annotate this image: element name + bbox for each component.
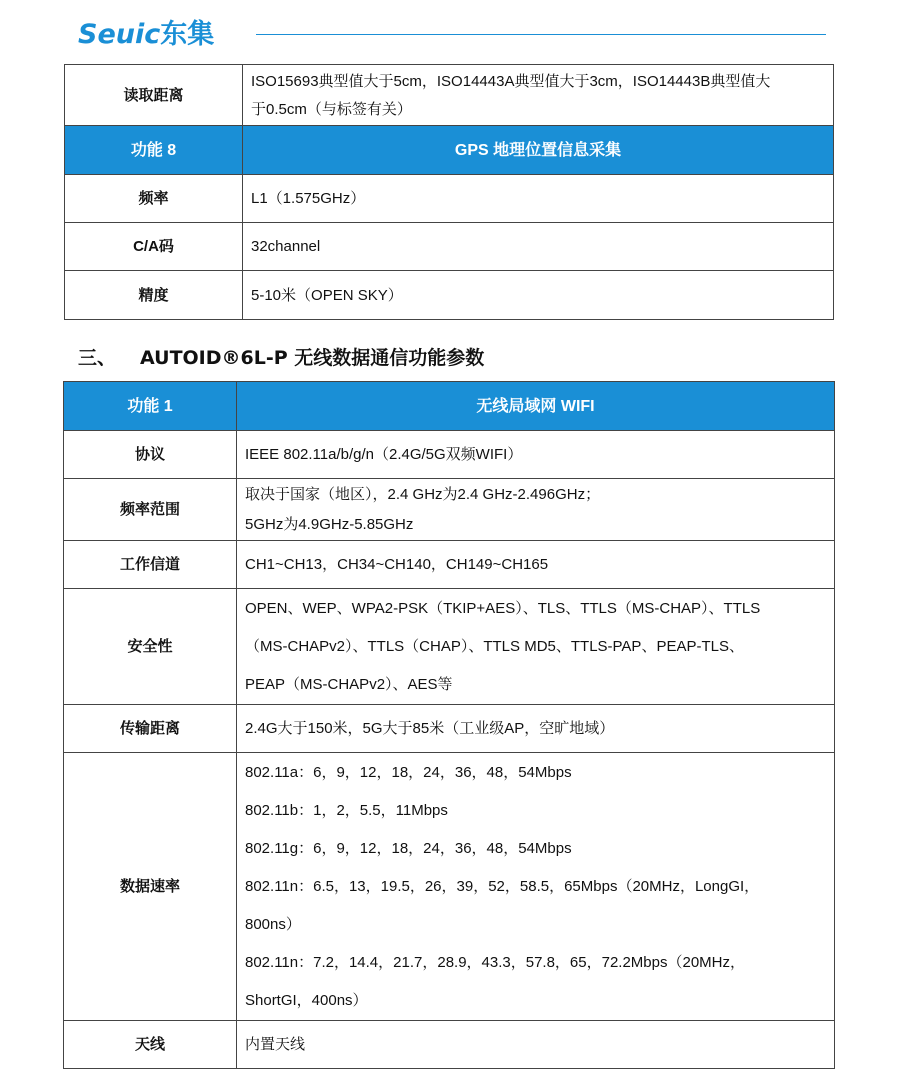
page-header: [0, 0, 897, 52]
function-title: GPS 地理位置信息采集: [243, 126, 834, 175]
header-rule: [256, 34, 826, 35]
table-row: [64, 541, 835, 589]
function-band-row: [65, 126, 834, 175]
row-label: 读取距离: [65, 65, 243, 126]
row-value: 5-10米（OPEN SKY）: [243, 271, 834, 320]
row-label: 工作信道: [64, 541, 237, 589]
table-row: [64, 589, 835, 705]
table-row: [65, 65, 834, 126]
row-value: 内置天线: [237, 1021, 835, 1069]
row-value: 32channel: [243, 223, 834, 271]
row-value: L1（1.575GHz）: [243, 175, 834, 223]
row-label: 天线: [64, 1021, 237, 1069]
row-label: 频率范围: [64, 479, 237, 541]
row-label: 传输距离: [64, 705, 237, 753]
table-row: [65, 175, 834, 223]
row-label: 安全性: [64, 589, 237, 705]
row-value: OPEN、WEP、WPA2-PSK（TKIP+AES）、TLS、TTLS（MS-CHAP）、TTLS （MS-CHAPv2）、TTLS（CHAP）、TTLS MD5、TTLS-PAP、PEAP-TLS、 PEAP（MS-CHAPv2）、AES等: [237, 589, 835, 705]
table-row: [64, 1021, 835, 1069]
row-label: 协议: [64, 431, 237, 479]
row-value: 取决于国家（地区），2.4 GHz为2.4 GHz-2.496GHz； 5GHz为4.9GHz-5.85GHz: [237, 479, 835, 541]
table-row: [64, 431, 835, 479]
function-title: 无线局域网 WIFI: [237, 382, 835, 431]
table-row: [64, 705, 835, 753]
spec-table-rfid-gps: [64, 64, 834, 320]
section-heading: 三、 AUTOID®6L-P 无线数据通信功能参数: [78, 347, 485, 369]
function-number: 功能 8: [65, 126, 243, 175]
row-value: ISO15693典型值大于5cm，ISO14443A典型值大于3cm，ISO14443B典型值大 于0.5cm（与标签有关）: [243, 65, 834, 126]
row-value: CH1~CH13，CH34~CH140，CH149~CH165: [237, 541, 835, 589]
row-value: 2.4G大于150米，5G大于85米（工业级AP，空旷地域）: [237, 705, 835, 753]
table-row: [64, 479, 835, 541]
spec-table-wifi: [63, 381, 835, 1069]
row-value: IEEE 802.11a/b/g/n（2.4G/5G双频WIFI）: [237, 431, 835, 479]
row-label: 精度: [65, 271, 243, 320]
row-label: 频率: [65, 175, 243, 223]
seuic-logo: Seuic东集: [78, 19, 215, 50]
row-value: 802.11a：6，9，12，18，24，36，48，54Mbps 802.11b：1，2，5.5，11Mbps 802.11g：6，9，12，18，24，36，48，54Mbps 802.11n：6.5，13，19.5，26，39，52，58.5，65Mbps（20MHz，LongGI， 800ns） 802.11n：7.2，14.4，21.7，28.9，43.3，57.8，65，72.2Mbps（20MHz， ShortGI，400ns）: [237, 753, 835, 1021]
function-band-row: [64, 382, 835, 431]
row-label: C/A码: [65, 223, 243, 271]
row-label: 数据速率: [64, 753, 237, 1021]
table-row: [64, 753, 835, 1021]
table-row: [65, 271, 834, 320]
table-row: [65, 223, 834, 271]
function-number: 功能 1: [64, 382, 237, 431]
